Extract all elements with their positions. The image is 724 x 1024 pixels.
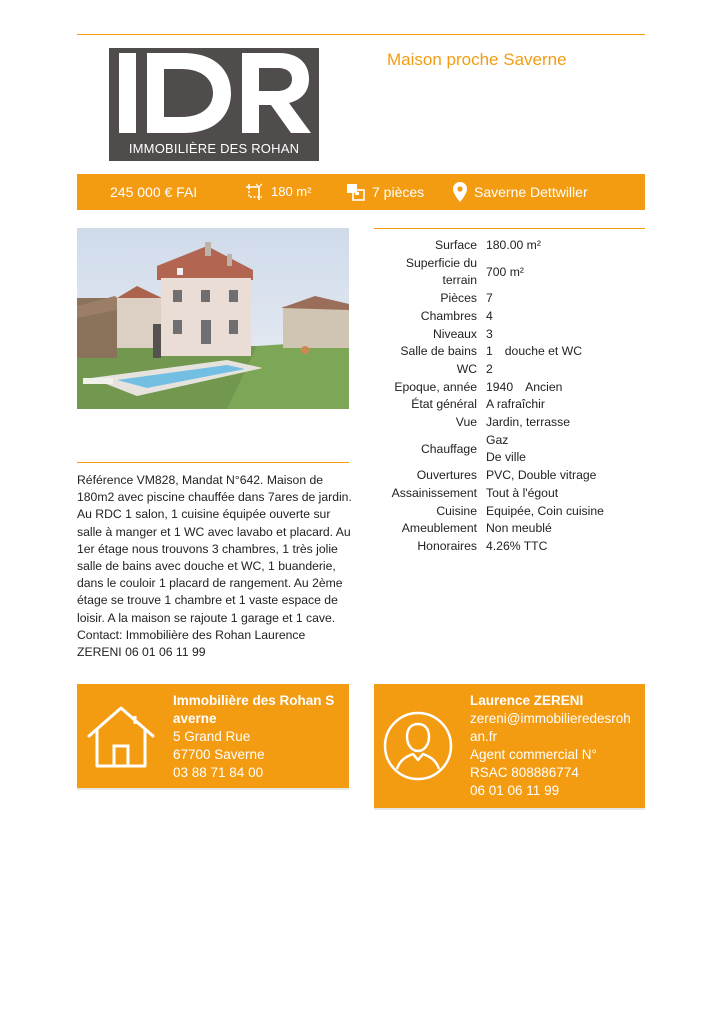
spec-label: État général xyxy=(411,397,477,412)
listing-title: Maison proche Saverne xyxy=(387,50,567,69)
spec-value-part: 1 xyxy=(486,344,493,359)
agency-name-line: averne xyxy=(173,711,217,726)
spec-value-part: douche et WC xyxy=(504,344,583,359)
spec-label-line: terrain xyxy=(442,273,477,288)
rooms-value: 7 pièces xyxy=(372,184,425,200)
spec-value-line: Gaz xyxy=(486,432,509,447)
agent-email-line[interactable]: zereni@immobilieredesroh xyxy=(470,711,631,726)
spec-label: Ouvertures xyxy=(416,468,477,483)
agency-logo xyxy=(109,48,319,161)
summary-bar xyxy=(77,174,645,210)
agent-name: Laurence ZERENI xyxy=(470,693,584,708)
spec-value-part: 1940 xyxy=(486,379,514,394)
spec-row xyxy=(374,467,645,485)
spec-label: Ameublement xyxy=(401,521,477,536)
agent-role: Agent commercial N° xyxy=(470,747,597,762)
agency-name-line: Immobilière des Rohan S xyxy=(173,693,335,708)
spec-value: 700 m² xyxy=(486,264,524,279)
spec-label: Epoque, année xyxy=(394,379,477,394)
agency-address: 5 Grand Rue xyxy=(173,729,251,744)
agent-rsac: RSAC 808886774 xyxy=(470,765,579,780)
house-icon xyxy=(85,704,157,770)
specs-divider xyxy=(374,228,645,229)
spec-label: Chambres xyxy=(420,308,477,323)
spec-label: WC xyxy=(456,361,477,376)
property-description: Référence VM828, Mandat N°642. Maison de 180m2 avec piscine chauffée dans 7ares de jardin. Au RDC 1 salon, 1 cuisine équipée ouverte sur salle à manger et 1 WC avec lavabo et placard. Au 1er étage nous trouvons 3 chambres, 1 très jolie salle de bains avec douche et WC, 1 buanderie, dans le couloir 1 placard de rangement. Au 2ème étage se trouve 1 chambre et 1 vaste espace de loisir. A la maison se rajoute 1 garage et 1 cave. Contact: Immobilière des Rohan Laurence ZERENI 06 01 06 11 99 xyxy=(77,473,352,660)
surface-value: 180 m² xyxy=(271,184,312,199)
spec-value: Non meublé xyxy=(486,521,552,536)
surface-icon xyxy=(244,182,264,202)
agency-details xyxy=(173,692,343,782)
agency-phone[interactable]: 03 88 71 84 00 xyxy=(173,765,264,780)
agency-city: 67700 Saverne xyxy=(173,747,265,762)
spec-value xyxy=(486,379,645,397)
agent-details xyxy=(470,692,640,800)
spec-value: PVC, Double vitrage xyxy=(486,468,597,483)
spec-value: Jardin, terrasse xyxy=(486,415,570,430)
spec-label: Honoraires xyxy=(417,538,477,553)
agent-card xyxy=(374,684,645,808)
card-shadow xyxy=(77,788,349,790)
rooms-icon xyxy=(346,182,366,202)
spec-label-line: Superficie du xyxy=(405,255,477,270)
spec-value: Equipée, Coin cuisine xyxy=(486,503,604,518)
logo-subtitle: IMMOBILIÈRE DES ROHAN xyxy=(128,141,300,156)
description-divider xyxy=(77,462,349,463)
spec-row xyxy=(374,503,645,521)
spec-value: 4.26% TTC xyxy=(486,538,548,553)
spec-row xyxy=(374,290,645,308)
spec-value: Tout à l'égout xyxy=(486,485,559,500)
spec-row xyxy=(374,255,645,290)
spec-value-line: De ville xyxy=(486,450,526,465)
spec-label: Cuisine xyxy=(436,503,477,518)
spec-row xyxy=(374,414,645,432)
agent-email-line[interactable]: an.fr xyxy=(470,729,498,744)
spec-row xyxy=(374,485,645,503)
spec-value: 2 xyxy=(486,361,493,376)
spec-label: Surface xyxy=(434,238,477,252)
spec-value: 3 xyxy=(486,326,493,341)
spec-row xyxy=(374,326,645,344)
spec-label: Salle de bains xyxy=(400,344,477,359)
location-value: Saverne Dettwiller xyxy=(474,184,588,200)
spec-row xyxy=(374,343,645,361)
agent-phone[interactable]: 06 01 06 11 99 xyxy=(470,783,560,798)
spec-row xyxy=(374,538,645,556)
spec-row xyxy=(374,308,645,326)
spec-row xyxy=(374,361,645,379)
spec-row xyxy=(374,432,645,467)
spec-label: Niveaux xyxy=(432,326,477,341)
spec-label: Assainissement xyxy=(391,485,477,500)
spec-row xyxy=(374,379,645,397)
idr-logo-mark xyxy=(109,48,319,138)
agency-card xyxy=(77,684,349,788)
spec-label: Chauffage xyxy=(420,441,477,456)
spec-value: A rafraîchir xyxy=(486,397,545,412)
spec-value: 180.00 m² xyxy=(486,238,541,252)
top-divider xyxy=(77,34,645,35)
spec-value: 4 xyxy=(486,308,493,323)
price: 245 000 € FAI xyxy=(110,184,198,200)
property-photo xyxy=(77,228,349,409)
user-avatar-icon xyxy=(382,710,454,782)
card-shadow xyxy=(374,808,645,810)
spec-row xyxy=(374,520,645,538)
spec-label: Vue xyxy=(455,415,477,430)
spec-row xyxy=(374,396,645,414)
spec-value xyxy=(486,343,645,361)
spec-label: Pièces xyxy=(440,291,477,306)
spec-value xyxy=(486,432,645,467)
spec-value: 7 xyxy=(486,291,493,306)
location-pin-icon xyxy=(452,181,468,203)
spec-label xyxy=(374,255,486,290)
spec-row xyxy=(374,237,645,255)
spec-value-part: Ancien xyxy=(525,379,563,394)
specs-table xyxy=(374,237,645,556)
